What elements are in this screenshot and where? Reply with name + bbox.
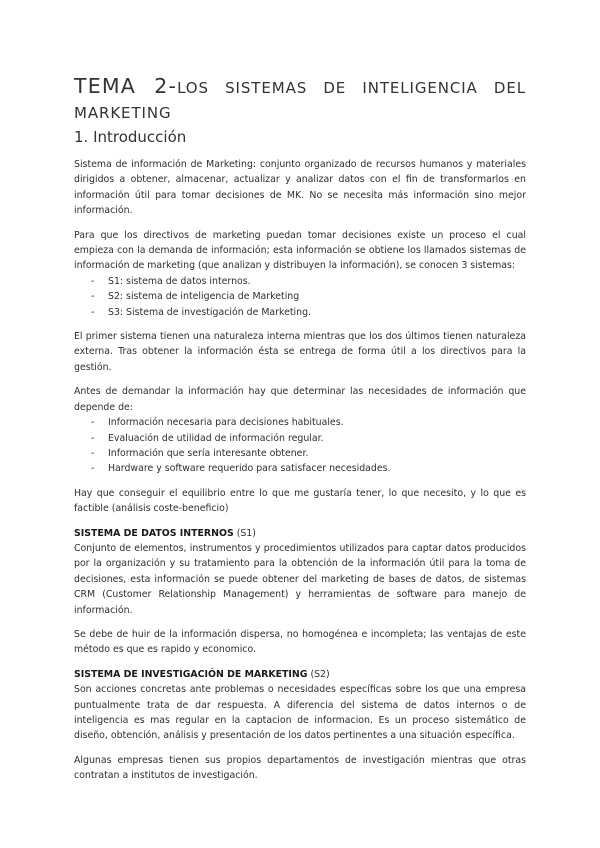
list-item: - S3: Sistema de investigación de Marketing. (91, 305, 526, 320)
dash-mark: - (91, 291, 95, 303)
title-rest: LOS SISTEMAS DE INTELIGENCIA DEL MARKETING (74, 79, 527, 122)
s2-heading-text: SISTEMA DE INVESTIGACIÓN DE MARKETING (74, 668, 308, 680)
s1-tag: (S1) (236, 527, 256, 539)
list-item: - Información que sería interesante obtener. (91, 446, 526, 461)
s1-heading-text: SISTEMA DE DATOS INTERNOS (74, 527, 234, 539)
paragraph-s2-definition: Son acciones concretas ante problemas o necesidades específicas sobre los que una empresa puntualmente trata de dar respuesta. A diferencia del sistema de datos internos o de inteligencia es mas regular en la captacion de informacion. Es un proceso sistemático de diseño, obtención, análisis y presentación de los datos pertinentes a una situación específica. (74, 684, 526, 742)
dash-mark: - (91, 306, 95, 318)
needs-list (74, 415, 526, 477)
list-item: - S2: sistema de inteligencia de Marketing (91, 289, 526, 304)
document-title (74, 74, 526, 126)
systems-list (74, 274, 526, 320)
paragraph-s2-companies: Algunas empresas tienen sus propios departamentos de investigación mientras que otras contratan a institutos de investigación. (74, 754, 526, 782)
dash-mark: - (91, 463, 95, 475)
dash-mark: - (91, 275, 95, 287)
document-body (74, 74, 526, 793)
paragraph-definition: Sistema de información de Marketing: conjunto organizado de recursos humanos y materiales dirigidos a obtener, almacenar, actualizar y analizar datos con el fin de transformarlos en información útil para tomar decisiones de MK. No se necesita más información sino mejor información. (74, 159, 526, 217)
paragraph-process: Para que los directivos de marketing puedan tomar decisiones existe un proceso el cual empieza con la demanda de información; esta información se obtiene los llamados sistemas de información de marketing (que analizan y distribuyen la información), se conocen 3 sistemas: (74, 229, 526, 272)
list-item: - Evaluación de utilidad de información regular. (91, 431, 526, 446)
paragraph-needs: Antes de demandar la información hay que determinar las necesidades de información que depende de: (74, 386, 526, 413)
dash-mark: - (91, 447, 95, 459)
dash-mark: - (91, 417, 95, 429)
dash-mark: - (91, 432, 95, 444)
s2-heading (74, 667, 526, 682)
paragraph-balance: Hay que conseguir el equilibrio entre lo que me gustaría tener, lo que necesito, y lo que es factible (análisis coste-beneficio) (74, 487, 526, 515)
paragraph-s1-definition: Conjunto de elementos, instrumentos y procedimientos utilizados para captar datos producidos por la organización y su tratamiento para la obtención de la información útil para la toma de decisiones, esta información se puede obtener del marketing de bases de datos, de sistemas CRM (Customer Relationship Management) y herramientas de software para manejo de información. (74, 542, 526, 616)
paragraph-nature: El primer sistema tienen una naturaleza interna mientras que los dos últimos tienen naturaleza externa. Tras obtener la información ésta se entrega de forma útil a los directivos para la gestión. (74, 331, 526, 373)
paragraph-s1-advantages: Se debe de huir de la información dispersa, no homogénea e incompleta; las ventajas de este método es que es rapido y economico. (74, 628, 526, 656)
section-heading: 1. Introducción (74, 128, 187, 146)
list-item: - Información necesaria para decisiones habituales. (91, 415, 526, 430)
s2-tag: (S2) (310, 668, 330, 680)
s1-heading (74, 526, 526, 541)
list-item: - S1: sistema de datos internos. (91, 274, 526, 289)
title-main: TEMA 2- (74, 74, 178, 98)
list-item: - Hardware y software requerido para satisfacer necesidades. (91, 461, 526, 476)
